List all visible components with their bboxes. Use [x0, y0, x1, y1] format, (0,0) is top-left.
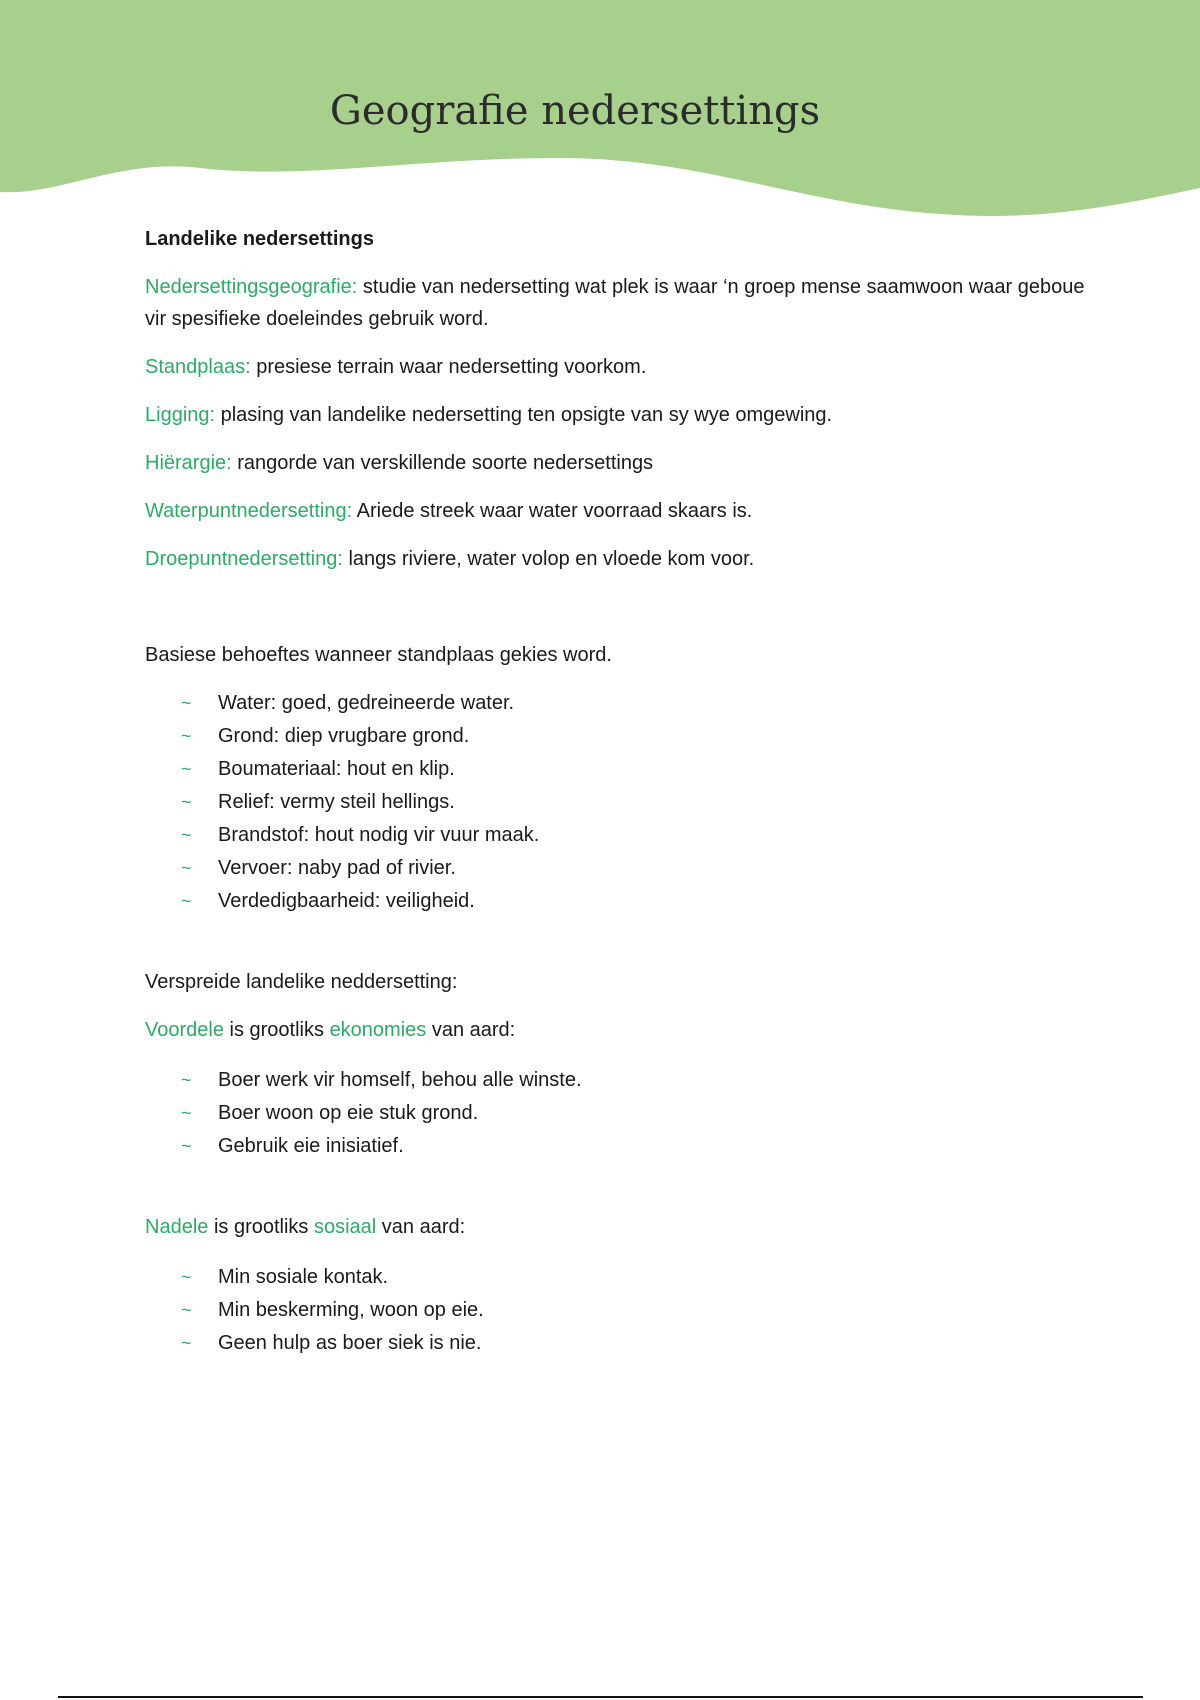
tilde-bullet-icon: ~ — [181, 1070, 192, 1090]
definition-term: Ligging: — [145, 404, 216, 426]
advantages-heading: Voordele is grootliks ekonomies van aard: — [145, 1019, 516, 1041]
footer-divider — [58, 1696, 1143, 1698]
tilde-bullet-icon: ~ — [181, 1300, 192, 1320]
tilde-bullet-icon: ~ — [181, 1333, 192, 1353]
definition-term: Standplaas: — [145, 356, 251, 378]
document-body — [145, 228, 1095, 1360]
definition-text: plasing van landelike nedersetting ten opsigte van sy wye omgewing. — [215, 404, 833, 426]
list-item: ~ Min sosiale kontak. — [145, 1261, 1095, 1294]
definition-term: Hiërargie: — [145, 452, 232, 474]
tilde-bullet-icon: ~ — [181, 825, 192, 845]
tilde-bullet-icon: ~ — [181, 1136, 192, 1156]
definition-text: Ariede streek waar water voorraad skaars is. — [352, 500, 753, 522]
tilde-bullet-icon: ~ — [181, 693, 192, 713]
definition — [145, 543, 1095, 575]
list-item: ~ Geen hulp as boer siek is nie. — [145, 1327, 1095, 1360]
definition — [145, 447, 1095, 479]
tilde-bullet-icon: ~ — [181, 792, 192, 812]
tilde-bullet-icon: ~ — [181, 1103, 192, 1123]
definitions-list — [145, 271, 1095, 575]
list-item: ~ Vervoer: naby pad of rivier. — [145, 852, 1095, 885]
needs-intro: Basiese behoeftes wanneer standplaas gekies word. — [145, 644, 612, 666]
list-item: ~ Water: goed, gedreineerde water. — [145, 687, 1095, 720]
definition-text: rangorde van verskillende soorte nedersettings — [231, 452, 654, 474]
list-item: ~ Brandstof: hout nodig vir vuur maak. — [145, 819, 1095, 852]
list-item: ~ Relief: vermy steil hellings. — [145, 786, 1095, 819]
list-item: ~ Min beskerming, woon op eie. — [145, 1294, 1095, 1327]
tilde-bullet-icon: ~ — [181, 726, 192, 746]
header-banner — [0, 0, 1200, 230]
tilde-bullet-icon: ~ — [181, 891, 192, 911]
disadvantages-heading: Nadele is grootliks sosiaal van aard: — [145, 1216, 466, 1238]
list-item: ~ Gebruik eie inisiatief. — [145, 1130, 1095, 1163]
definition — [145, 271, 1095, 335]
list-item: ~ Grond: diep vrugbare grond. — [145, 720, 1095, 753]
tilde-bullet-icon: ~ — [181, 858, 192, 878]
definition — [145, 495, 1095, 527]
disadvantages-list — [145, 1261, 1095, 1360]
dispersed-intro: Verspreide landelike neddersetting: — [145, 971, 458, 993]
definition-term: Droepuntnedersetting: — [145, 548, 343, 570]
list-item: ~ Verdedigbaarheid: veiligheid. — [145, 885, 1095, 918]
definition-text: langs riviere, water volop en vloede kom voor. — [342, 548, 755, 570]
definition-term: Nedersettingsgeografie: — [145, 276, 358, 298]
list-item: ~ Boer woon op eie stuk grond. — [145, 1097, 1095, 1130]
list-item: ~ Boer werk vir homself, behou alle winste. — [145, 1064, 1095, 1097]
section-heading: Landelike nedersettings — [145, 228, 374, 250]
definition — [145, 351, 1095, 383]
definition-text: presiese terrain waar nedersetting voorkom. — [250, 356, 647, 378]
definition — [145, 399, 1095, 431]
advantages-list — [145, 1064, 1095, 1163]
page-title: Geografie nedersettings — [329, 88, 821, 134]
tilde-bullet-icon: ~ — [181, 1267, 192, 1287]
tilde-bullet-icon: ~ — [181, 759, 192, 779]
list-item: ~ Boumateriaal: hout en klip. — [145, 753, 1095, 786]
definition-term: Waterpuntnedersetting: — [145, 500, 353, 522]
needs-list — [145, 687, 1095, 918]
definition-text: studie van nedersetting wat plek is waar ‘n groep mense saamwoon waar geboue vir spesifieke doeleindes gebruik word. — [145, 276, 1085, 330]
